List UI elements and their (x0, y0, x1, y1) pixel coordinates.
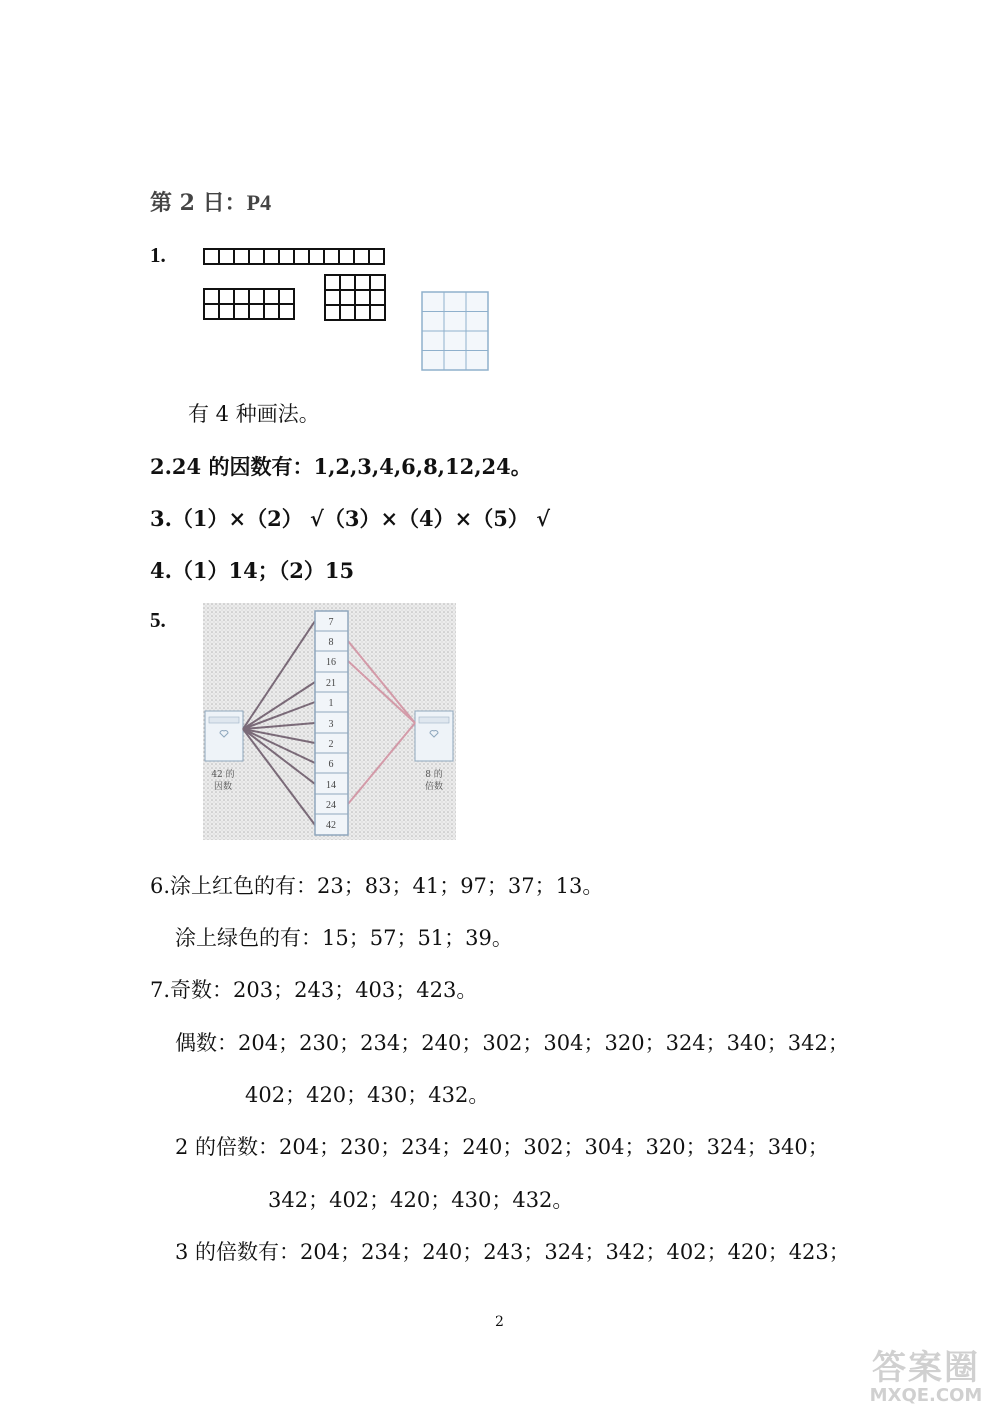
q7-line6: 3 的倍数有：204；234；240；243；324；342；402；420；423； (175, 1240, 850, 1264)
q1-answer: 有 4 种画法。 (188, 402, 320, 426)
column-number: 42 (326, 820, 336, 831)
right-box-label-2: 倍数 (424, 782, 444, 792)
q7-line2: 偶数：204；230；234；240；302；304；320；324；340；342； (175, 1031, 849, 1055)
column-number: 3 (328, 719, 334, 730)
grid-3x4 (324, 274, 386, 321)
watermark-url: MXQE.COM (869, 1385, 983, 1406)
page-number: 2 (495, 1314, 504, 1330)
title-page: P4 (246, 190, 272, 215)
q6-line1: 6.涂上红色的有：23；83；41；97；37；13。 (150, 874, 604, 898)
q5-number: 5. (150, 608, 166, 632)
column-number: 1 (328, 698, 334, 709)
watermark-logo: 答案圈 (872, 1348, 980, 1388)
q7-line3: 402；420；430；432。 (245, 1083, 490, 1107)
q7-line1: 7.奇数：203；243；403；423。 (150, 978, 478, 1002)
left-mailbox (205, 711, 243, 761)
q7-line5: 342；402；420；430；432。 (268, 1188, 574, 1212)
right-box-label-1: 8 的 (425, 770, 443, 780)
q5-diagram (203, 603, 456, 840)
grid-4x3-faint (420, 290, 490, 372)
column-number: 16 (326, 657, 336, 668)
column-number: 7 (328, 617, 334, 628)
q1-number: 1. (150, 243, 166, 267)
page-title (150, 186, 271, 217)
column-number: 14 (326, 780, 336, 791)
column-number: 8 (328, 637, 334, 648)
left-box-label-2: 因数 (213, 782, 233, 792)
grid-1x12 (203, 248, 385, 265)
watermark (856, 1340, 996, 1410)
left-box-label-1: 42 的 (211, 770, 235, 780)
grid-2x6 (203, 288, 295, 320)
right-mailbox (415, 711, 453, 761)
q4-answer: 4.（1）14；（2）15 (150, 558, 355, 583)
column-number: 24 (326, 800, 336, 811)
q7-line4: 2 的倍数：204；230；234；240；302；304；320；324；340； (175, 1135, 829, 1159)
q2-answer: 2.24 的因数有：1,2,3,4,6,8,12,24。 (150, 454, 532, 479)
column-number: 21 (326, 678, 336, 689)
column-number: 2 (328, 739, 334, 750)
q6-line2: 涂上绿色的有：15；57；51；39。 (175, 926, 513, 950)
q3-answer: 3.（1）×（2） √（3）×（4）×（5） √ (150, 506, 550, 531)
title-prefix: 第 2 日： (150, 190, 247, 216)
column-number: 6 (328, 759, 334, 770)
